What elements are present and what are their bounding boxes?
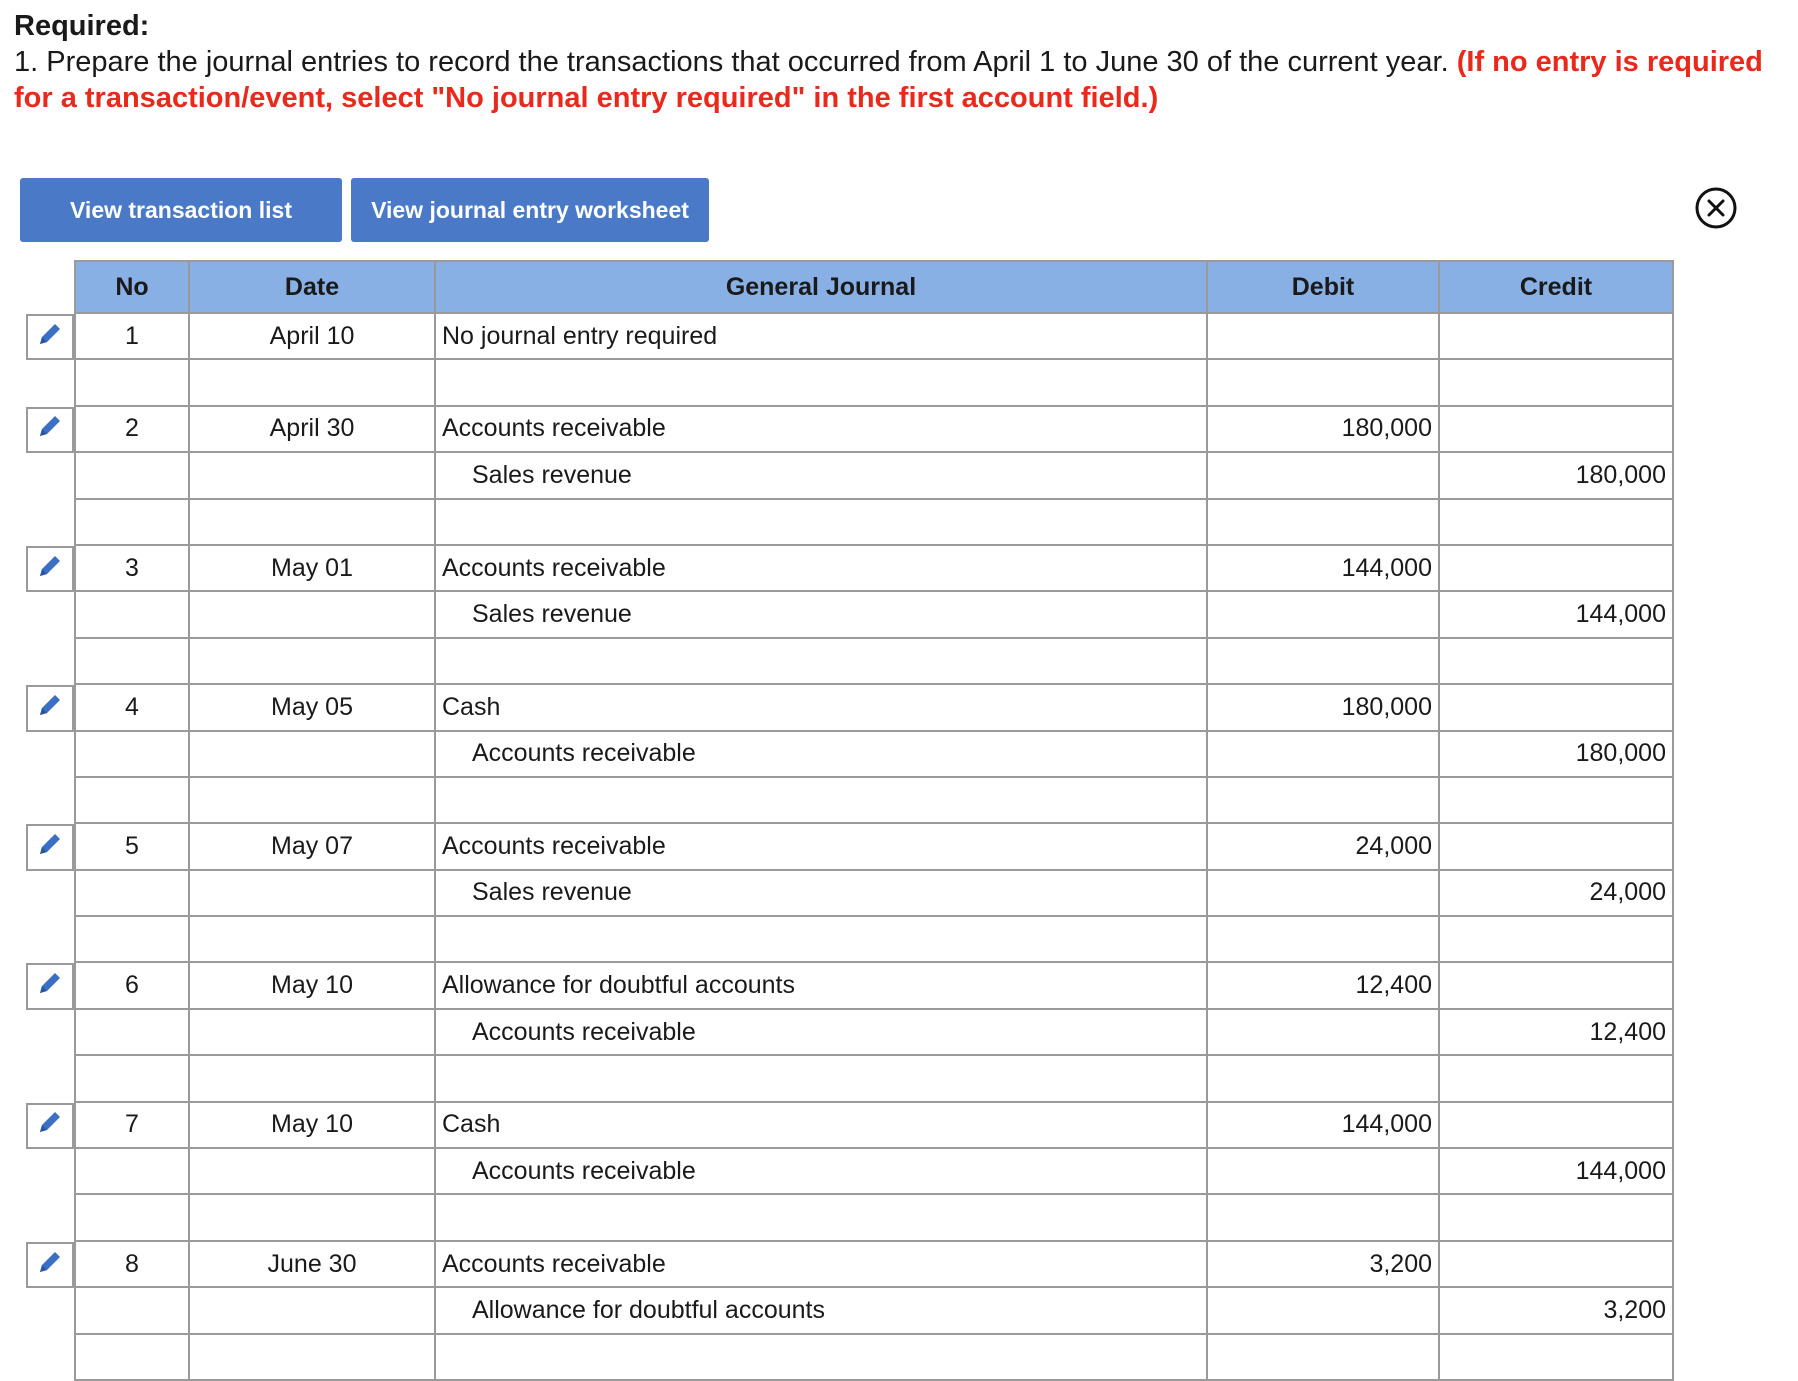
entry-no xyxy=(74,1288,190,1334)
edit-icon-cell[interactable] xyxy=(26,685,74,731)
account-cell[interactable]: Accounts receivable xyxy=(436,407,1208,453)
account-cell[interactable]: Allowance for doubtful accounts xyxy=(436,1288,1208,1334)
entry-no xyxy=(74,360,190,406)
account-cell[interactable] xyxy=(436,917,1208,963)
entry-no: 2 xyxy=(74,407,190,453)
credit-cell[interactable] xyxy=(1440,824,1674,870)
debit-cell[interactable] xyxy=(1208,360,1440,406)
entry-no xyxy=(74,732,190,778)
account-cell[interactable]: Accounts receivable xyxy=(436,1010,1208,1056)
entry-date xyxy=(190,1335,436,1381)
entry-no: 5 xyxy=(74,824,190,870)
debit-cell[interactable]: 144,000 xyxy=(1208,546,1440,592)
credit-cell[interactable]: 180,000 xyxy=(1440,732,1674,778)
entry-no: 4 xyxy=(74,685,190,731)
entry-date xyxy=(190,500,436,546)
edit-icon-cell[interactable] xyxy=(26,407,74,453)
pencil-icon[interactable] xyxy=(37,692,63,725)
header-no: No xyxy=(74,260,190,314)
entry-no xyxy=(74,1195,190,1241)
required-heading: Required: xyxy=(14,10,150,42)
credit-cell[interactable] xyxy=(1440,314,1674,360)
entry-no xyxy=(74,871,190,917)
account-cell[interactable]: Sales revenue xyxy=(436,871,1208,917)
account-cell[interactable] xyxy=(436,639,1208,685)
account-cell[interactable]: Accounts receivable xyxy=(436,732,1208,778)
pencil-icon[interactable] xyxy=(37,970,63,1003)
pencil-icon[interactable] xyxy=(37,831,63,864)
view-journal-entry-worksheet-button[interactable]: View journal entry worksheet xyxy=(351,178,709,242)
pencil-icon[interactable] xyxy=(37,553,63,586)
debit-cell[interactable] xyxy=(1208,1056,1440,1102)
debit-cell[interactable] xyxy=(1208,1288,1440,1334)
account-cell[interactable]: Sales revenue xyxy=(436,592,1208,638)
entry-date xyxy=(190,1149,436,1195)
entry-date: May 10 xyxy=(190,1103,436,1149)
pencil-icon[interactable] xyxy=(37,321,63,354)
header-debit: Debit xyxy=(1208,260,1440,314)
close-icon[interactable] xyxy=(1694,186,1738,230)
credit-cell[interactable] xyxy=(1440,1195,1674,1241)
account-cell[interactable] xyxy=(436,1056,1208,1102)
pencil-icon[interactable] xyxy=(37,1109,63,1142)
credit-cell[interactable]: 24,000 xyxy=(1440,871,1674,917)
instruction-main: 1. Prepare the journal entries to record the transactions that occurred from April 1 to June 30 of the current year. xyxy=(14,46,1449,78)
account-cell[interactable]: Sales revenue xyxy=(436,453,1208,499)
debit-cell[interactable]: 12,400 xyxy=(1208,963,1440,1009)
entry-no xyxy=(74,1010,190,1056)
entry-date: April 10 xyxy=(190,314,436,360)
credit-cell[interactable]: 12,400 xyxy=(1440,1010,1674,1056)
account-cell[interactable]: No journal entry required xyxy=(436,314,1208,360)
debit-cell[interactable]: 180,000 xyxy=(1208,685,1440,731)
entry-no: 1 xyxy=(74,314,190,360)
entry-no xyxy=(74,1335,190,1381)
credit-cell[interactable] xyxy=(1440,1056,1674,1102)
entry-no xyxy=(74,1149,190,1195)
edit-icon-cell[interactable] xyxy=(26,963,74,1009)
edit-icon-cell[interactable] xyxy=(26,824,74,870)
debit-cell[interactable]: 24,000 xyxy=(1208,824,1440,870)
debit-cell[interactable] xyxy=(1208,1195,1440,1241)
instruction-note: (If no entry is required for a transaction/event, select "No journal entry required" in the first account field.) xyxy=(14,46,1763,114)
entry-date xyxy=(190,639,436,685)
credit-cell[interactable] xyxy=(1440,685,1674,731)
credit-cell[interactable] xyxy=(1440,1103,1674,1149)
entry-date xyxy=(190,1288,436,1334)
entry-no xyxy=(74,917,190,963)
entry-no xyxy=(74,1056,190,1102)
debit-cell[interactable] xyxy=(1208,314,1440,360)
credit-cell[interactable] xyxy=(1440,1242,1674,1288)
credit-cell[interactable]: 180,000 xyxy=(1440,453,1674,499)
entry-date xyxy=(190,732,436,778)
credit-cell[interactable]: 144,000 xyxy=(1440,1149,1674,1195)
debit-cell[interactable] xyxy=(1208,639,1440,685)
entry-date xyxy=(190,917,436,963)
debit-cell[interactable] xyxy=(1208,917,1440,963)
header-date: Date xyxy=(190,260,436,314)
pencil-icon[interactable] xyxy=(37,1249,63,1282)
credit-cell[interactable] xyxy=(1440,546,1674,592)
credit-cell[interactable] xyxy=(1440,778,1674,824)
credit-cell[interactable] xyxy=(1440,407,1674,453)
entry-date: May 05 xyxy=(190,685,436,731)
entry-no: 6 xyxy=(74,963,190,1009)
credit-cell[interactable] xyxy=(1440,963,1674,1009)
account-cell[interactable]: Allowance for doubtful accounts xyxy=(436,963,1208,1009)
pencil-icon[interactable] xyxy=(37,413,63,446)
entry-no xyxy=(74,592,190,638)
entry-no xyxy=(74,778,190,824)
account-cell[interactable]: Cash xyxy=(436,685,1208,731)
debit-cell[interactable] xyxy=(1208,500,1440,546)
debit-cell[interactable]: 144,000 xyxy=(1208,1103,1440,1149)
edit-icon-cell[interactable] xyxy=(26,546,74,592)
entry-date: May 01 xyxy=(190,546,436,592)
account-cell[interactable]: Cash xyxy=(436,1103,1208,1149)
account-cell[interactable] xyxy=(436,1195,1208,1241)
entry-no xyxy=(74,453,190,499)
credit-cell[interactable]: 3,200 xyxy=(1440,1288,1674,1334)
entry-no: 8 xyxy=(74,1242,190,1288)
entry-date: June 30 xyxy=(190,1242,436,1288)
debit-cell[interactable] xyxy=(1208,1149,1440,1195)
entry-no xyxy=(74,639,190,685)
view-transaction-list-button[interactable]: View transaction list xyxy=(20,178,342,242)
debit-cell[interactable] xyxy=(1208,732,1440,778)
credit-cell[interactable] xyxy=(1440,500,1674,546)
credit-cell[interactable] xyxy=(1440,1335,1674,1381)
account-cell[interactable]: Accounts receivable xyxy=(436,1242,1208,1288)
entry-date: April 30 xyxy=(190,407,436,453)
debit-cell[interactable] xyxy=(1208,871,1440,917)
credit-cell[interactable] xyxy=(1440,639,1674,685)
credit-cell[interactable] xyxy=(1440,360,1674,406)
header-general-journal: General Journal xyxy=(436,260,1208,314)
debit-cell[interactable] xyxy=(1208,592,1440,638)
debit-cell[interactable] xyxy=(1208,778,1440,824)
credit-cell[interactable] xyxy=(1440,917,1674,963)
entry-date xyxy=(190,453,436,499)
debit-cell[interactable] xyxy=(1208,453,1440,499)
account-cell[interactable]: Accounts receivable xyxy=(436,1149,1208,1195)
entry-date xyxy=(190,592,436,638)
account-cell[interactable] xyxy=(436,1335,1208,1381)
account-cell[interactable] xyxy=(436,360,1208,406)
credit-cell[interactable]: 144,000 xyxy=(1440,592,1674,638)
debit-cell[interactable]: 3,200 xyxy=(1208,1242,1440,1288)
header-credit: Credit xyxy=(1440,260,1674,314)
debit-cell[interactable] xyxy=(1208,1335,1440,1381)
edit-icon-cell[interactable] xyxy=(26,1242,74,1288)
debit-cell[interactable]: 180,000 xyxy=(1208,407,1440,453)
entry-date xyxy=(190,778,436,824)
entry-no xyxy=(74,500,190,546)
entry-no: 7 xyxy=(74,1103,190,1149)
entry-date xyxy=(190,871,436,917)
account-cell[interactable]: Accounts receivable xyxy=(436,824,1208,870)
instruction-text xyxy=(14,44,1784,116)
entry-date xyxy=(190,1056,436,1102)
entry-date: May 07 xyxy=(190,824,436,870)
edit-icon-cell[interactable] xyxy=(26,1103,74,1149)
entry-date: May 10 xyxy=(190,963,436,1009)
account-cell[interactable] xyxy=(436,778,1208,824)
entry-date xyxy=(190,1195,436,1241)
account-cell[interactable]: Accounts receivable xyxy=(436,546,1208,592)
entry-no: 3 xyxy=(74,546,190,592)
edit-icon-cell[interactable] xyxy=(26,314,74,360)
account-cell[interactable] xyxy=(436,500,1208,546)
debit-cell[interactable] xyxy=(1208,1010,1440,1056)
entry-date xyxy=(190,1010,436,1056)
entry-date xyxy=(190,360,436,406)
